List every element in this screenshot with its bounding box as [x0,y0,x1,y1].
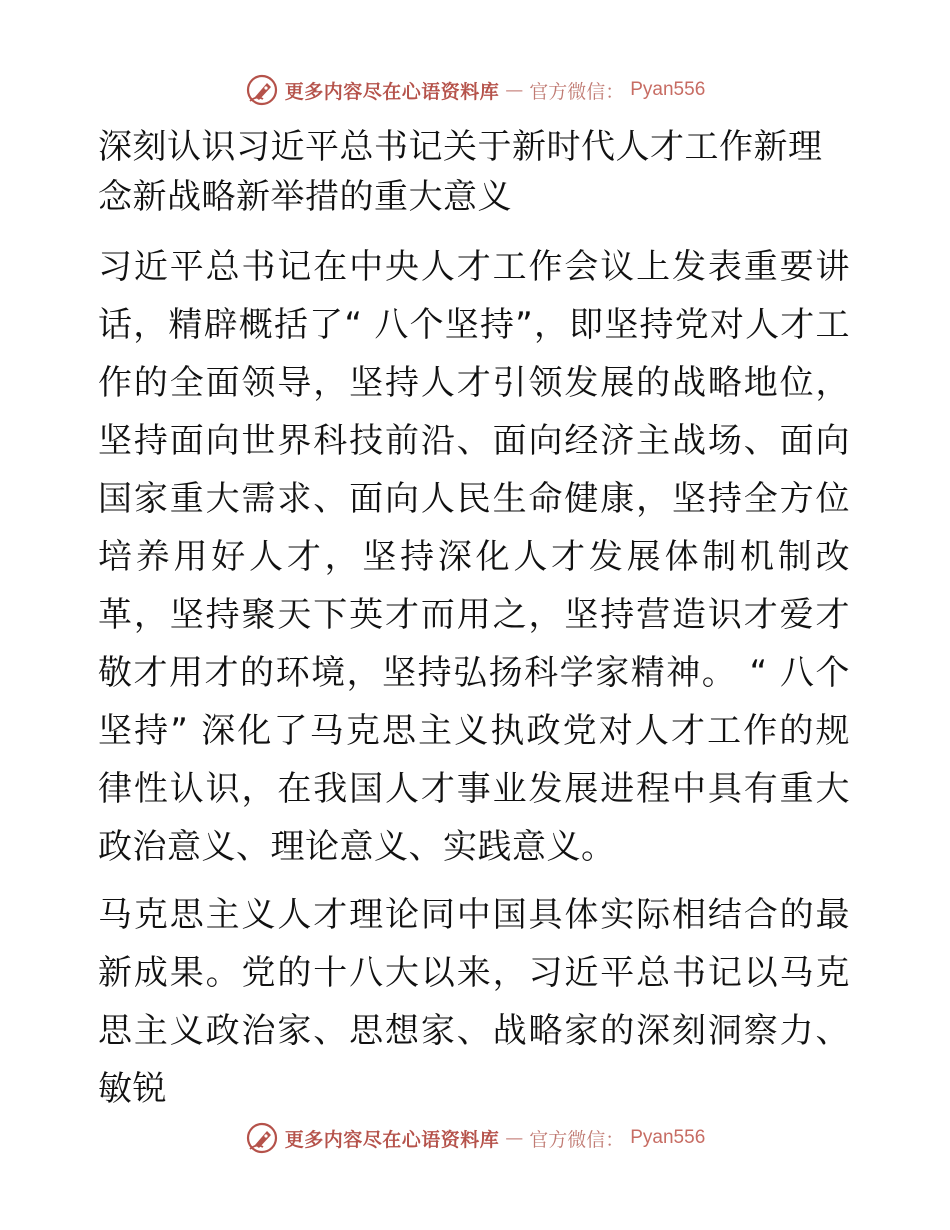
watermark-main-text: 更多内容尽在心语资料库 [284,80,500,103]
watermark-sub-text: 官方微信： [529,1128,625,1151]
document-title: 深刻认识习近平总书记关于新时代人才工作新理念新战略新举措的重大意义 [98,127,823,217]
watermark-wechat-id: Pyan556 [630,79,706,100]
pen-nib-logo-icon [245,73,279,107]
paragraph-1: 习近平总书记在中央人才工作会议上发表重要讲话，精辟概括了“ 八个坚持”，即坚持党对人才工作的全面领导，坚持人才引领发展的战略地位，坚持面向世界科技前沿、面向经济主战场、面向国家重大需求、面向人民生命健康，坚持全方位培养用好人才，坚持深化人才发展体制机制改革，坚持聚天下英才而用之，坚持营造识才爱才敬才用才的环境，坚持弘扬科学家精神。 “ 八个坚持” 深化了马克思主义执政党对人才工作的规律性认识，在我国人才事业发展进程中具有重大政治意义、理论意义、实践意义。 [98,247,850,867]
watermark-dash: — [505,1127,524,1149]
header-watermark [0,70,950,110]
footer-watermark [0,1118,950,1158]
document-body [98,122,850,1128]
watermark-dash: — [505,79,524,101]
pen-nib-logo-icon [245,1121,279,1155]
watermark-main-text: 更多内容尽在心语资料库 [284,1128,500,1151]
watermark-sub-text: 官方微信： [529,80,625,103]
watermark-wechat-id: Pyan556 [630,1127,706,1148]
paragraph-2: 马克思主义人才理论同中国具体实际相结合的最新成果。党的十八大以来，习近平总书记以马克思主义政治家、思想家、战略家的深刻洞察力、敏锐 [98,895,850,1109]
